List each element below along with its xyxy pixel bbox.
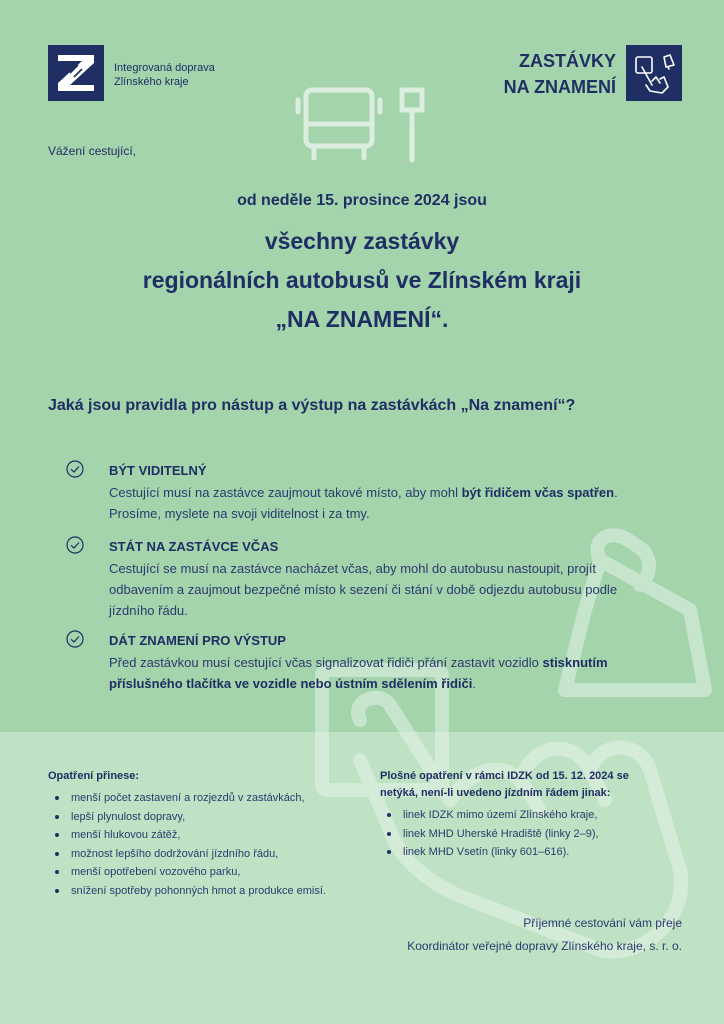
logo-line-1: Integrovaná doprava bbox=[114, 62, 215, 74]
closing-line-2: Koordinátor veřejné dopravy Zlínského kraje, s. r. o. bbox=[407, 939, 682, 953]
header-title-line-1: ZASTÁVKY bbox=[518, 51, 616, 71]
logo-text bbox=[114, 61, 215, 89]
rule-text bbox=[109, 652, 656, 694]
rule-text-part: Před zastávkou musí cestující včas signalizovat řidiči přání zastavit vozidlo bbox=[109, 655, 543, 670]
benefits-list bbox=[48, 789, 388, 900]
headline-date: od neděle 15. prosince 2024 jsou bbox=[237, 192, 487, 209]
scope-list bbox=[380, 806, 700, 862]
check-circle-icon bbox=[66, 630, 84, 648]
benefits-section bbox=[48, 768, 388, 900]
rule-text-emphasis: být řidičem včas spatřen bbox=[461, 485, 615, 500]
list-item: lepší plynulost dopravy, bbox=[71, 808, 388, 827]
headline-line-3: regionálních autobusů ve Zlínském kraji bbox=[142, 267, 582, 293]
headline-line-4: „NA ZNAMENÍ“. bbox=[275, 306, 449, 332]
list-item: menší opotřebení vozového parku, bbox=[71, 863, 388, 882]
rule-text-part: . bbox=[472, 676, 476, 691]
z-logo-icon bbox=[48, 45, 104, 101]
rule-text-emphasis: stisknutím příslušného tlačítka ve vozidle nebo ústním sdělením řidiči bbox=[109, 655, 608, 691]
closing bbox=[407, 912, 682, 958]
list-item: snížení spotřeby pohonných hmot a produkce emisí. bbox=[71, 882, 388, 901]
rule-text-part: Cestující musí na zastávce zaujmout takové místo, aby mohl bbox=[109, 485, 462, 500]
list-item: linek MHD Uherské Hradiště (linky 2–9), bbox=[403, 825, 700, 844]
check-circle-icon bbox=[66, 536, 84, 554]
list-item: linek MHD Vsetín (linky 601–616). bbox=[403, 843, 700, 862]
rule-signal-stop bbox=[66, 630, 656, 694]
rule-title: DÁT ZNAMENÍ PRO VÝSTUP bbox=[109, 633, 286, 648]
rule-be-visible bbox=[66, 460, 656, 524]
scope-title-line-2: netýká, není-li uvedeno jízdním řádem jinak: bbox=[380, 787, 611, 799]
rule-be-on-time bbox=[66, 536, 656, 621]
list-item: linek IDZK mimo území Zlínského kraje, bbox=[403, 806, 700, 825]
bus-and-stop-icon bbox=[292, 84, 432, 166]
hand-bell-icon bbox=[626, 45, 682, 101]
idzk-logo bbox=[48, 45, 104, 101]
header-title bbox=[504, 48, 616, 100]
list-item: možnost lepšího dodržování jízdního řádu, bbox=[71, 845, 388, 864]
headline-main bbox=[0, 222, 724, 339]
logo-line-2: Zlínského kraje bbox=[114, 76, 189, 88]
greeting: Vážení cestující, bbox=[48, 144, 137, 158]
rule-text bbox=[109, 482, 656, 524]
header-title-line-2: NA ZNAMENÍ bbox=[503, 77, 616, 97]
check-circle-icon bbox=[66, 460, 84, 478]
list-item: menší hlukovou zátěž, bbox=[71, 826, 388, 845]
headline bbox=[0, 190, 724, 339]
closing-line-1: Příjemné cestování vám přeje bbox=[523, 916, 682, 930]
rule-text: Cestující se musí na zastávce nacházet včas, aby mohl do autobusu nastoupit, projít odbavením a zaujmout bezpečné místo k sezení či stání v době odjezdu autobusu podle jízdního řádu. bbox=[109, 561, 618, 618]
scope-title bbox=[380, 768, 700, 802]
rule-text-part: . Prosíme, myslete na svoji viditelnost i za tmy. bbox=[109, 485, 618, 521]
benefits-title: Opatření přinese: bbox=[48, 770, 140, 782]
rule-title: STÁT NA ZASTÁVCE VČAS bbox=[109, 539, 279, 554]
scope-section bbox=[380, 768, 700, 862]
scope-title-line-1: Plošné opatření v rámci IDZK od 15. 12. 2024 se bbox=[380, 770, 629, 782]
list-item: menší počet zastavení a rozjezdů v zastávkách, bbox=[71, 789, 388, 808]
headline-line-2: všechny zastávky bbox=[264, 228, 460, 254]
rule-title: BÝT VIDITELNÝ bbox=[109, 463, 207, 478]
hand-press-icon bbox=[626, 45, 682, 101]
rules-question: Jaká jsou pravidla pro nástup a výstup na zastávkách „Na znamení“? bbox=[48, 397, 576, 414]
